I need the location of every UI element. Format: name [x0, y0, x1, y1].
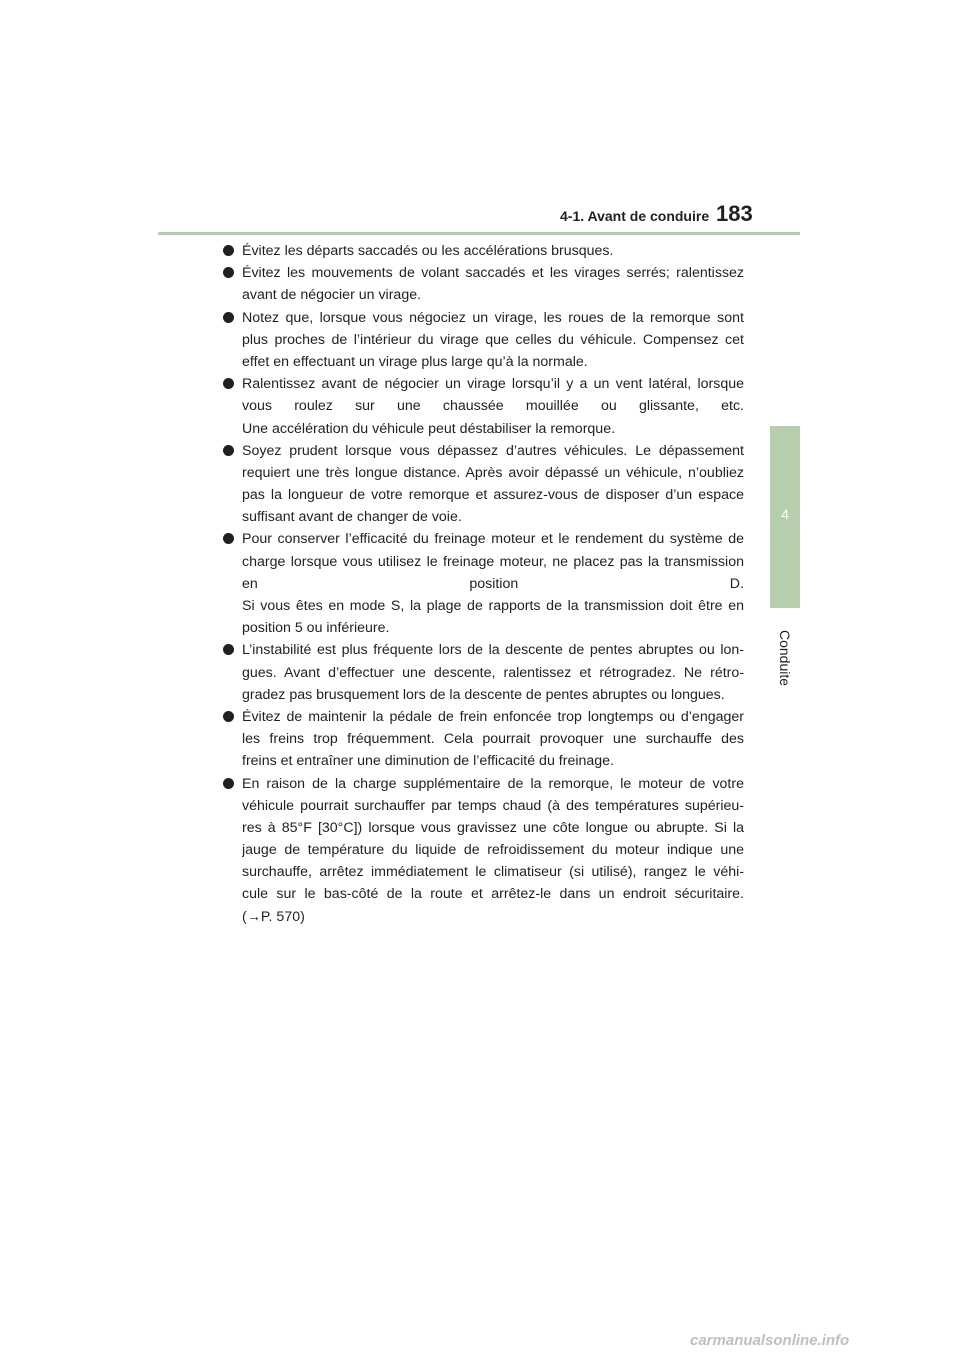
list-item-line: (→P. 570) — [242, 908, 305, 925]
bullet-icon — [223, 267, 234, 278]
list-item-line: Notez que, lorsque vous négociez un virage, les roues de la remorque sont — [242, 309, 744, 326]
chapter-label-text: Conduite — [777, 629, 793, 687]
list-item-line: L’instabilité est plus fréquente lors de la descente de pentes abruptes ou lon- — [242, 642, 744, 659]
bullet-icon — [223, 445, 234, 456]
list-item-line: en position D. — [242, 575, 744, 592]
list-item-line: requiert une très longue distance. Après avoir dépassé un véhicule, n’oubliez — [242, 464, 744, 481]
list-item-line: jauge de température du liquide de refroidissement du moteur indique une — [242, 842, 744, 859]
list-item — [222, 528, 744, 639]
list-item — [222, 706, 744, 773]
list-item-line: Si vous êtes en mode S, la plage de rapports de la transmission doit être en — [242, 598, 744, 614]
bullet-icon — [223, 378, 234, 389]
list-item-line: position 5 ou inférieure. — [242, 620, 390, 637]
chapter-label — [770, 620, 800, 694]
list-item-line: res à 85°F [30°C]) lorsque vous gravissez une côte longue ou abrupte. Si la — [242, 819, 744, 836]
list-item-line: véhicule pourrait surchauffer par temps chaud (à des températures supérieu- — [242, 797, 744, 814]
list-item — [222, 307, 744, 374]
bullet-icon — [223, 778, 234, 789]
bullet-icon — [223, 711, 234, 722]
list-item — [222, 373, 744, 440]
list-item-line: effet en effectuant un virage plus large qu’à la normale. — [242, 353, 588, 370]
list-item-line: freins et entraîner une diminution de l’efficacité du freinage. — [242, 753, 614, 770]
list-item-line: En raison de la charge supplémentaire de la remorque, le moteur de votre — [242, 775, 744, 792]
list-item-line: Ralentissez avant de négocier un virage lorsqu’il y a un vent latéral, lorsque — [242, 376, 744, 393]
precautions-list — [222, 240, 744, 928]
list-item-line: suffisant avant de changer de voie. — [242, 509, 462, 526]
watermark-url: carmanualsonline.info — [690, 1332, 850, 1349]
list-item-line: Soyez prudent lorsque vous dépassez d’autres véhicules. Le dépassement — [242, 442, 744, 459]
list-item-line: cule sur le bas-côté de la route et arrêtez-le dans un endroit sécuritaire. — [242, 886, 744, 903]
chapter-number: 4 — [781, 506, 789, 522]
chapter-tab — [770, 426, 800, 608]
list-item — [222, 639, 744, 706]
list-item-line: gradez pas brusquement lors de la descente de pentes abruptes ou longues. — [242, 686, 725, 703]
section-title: 4-1. Avant de conduire — [560, 208, 710, 224]
list-item-line: Une accélération du véhicule peut déstabiliser la remorque. — [242, 420, 616, 437]
list-item-line: pas la longueur de votre remorque et assurez-vous de disposer d’un espace — [242, 487, 744, 504]
list-item — [222, 240, 744, 262]
list-item — [222, 773, 744, 928]
header-divider — [158, 232, 800, 235]
list-item-line: plus proches de l’intérieur du virage que celles du véhicule. Compensez cet — [242, 331, 744, 348]
bullet-icon — [223, 533, 234, 544]
list-item-line: Évitez les départs saccadés ou les accélérations brusques. — [242, 243, 614, 259]
list-item-line: Pour conserver l’efficacité du freinage moteur et le rendement du système de — [242, 531, 744, 548]
bullet-icon — [223, 312, 234, 323]
list-item-line: charge lorsque vous utilisez le freinage moteur, ne placez pas la transmission — [242, 553, 744, 570]
list-item-line: Évitez de maintenir la pédale de frein enfoncée trop longtemps ou d’engager — [242, 708, 744, 725]
list-item-line: vous roulez sur une chaussée mouillée ou glissante, etc. — [242, 398, 744, 415]
list-item-line: les freins trop fréquemment. Cela pourrait provoquer une surchauffe des — [242, 731, 744, 748]
bullet-icon — [223, 245, 234, 256]
list-item-line: surchauffe, arrêtez immédiatement le climatiseur (si utilisé), rangez le véhi- — [242, 864, 744, 881]
bullet-icon — [223, 644, 234, 655]
list-item-line: Évitez les mouvements de volant saccadés et les virages serrés; ralentissez — [242, 265, 744, 282]
list-item — [222, 262, 744, 306]
list-item — [222, 440, 744, 529]
list-item-line: gues. Avant d’effectuer une descente, ralentissez et rétrogradez. Ne rétro- — [242, 664, 744, 681]
page-number: 183 — [716, 201, 753, 226]
list-item-line: avant de négocier un virage. — [242, 287, 422, 304]
